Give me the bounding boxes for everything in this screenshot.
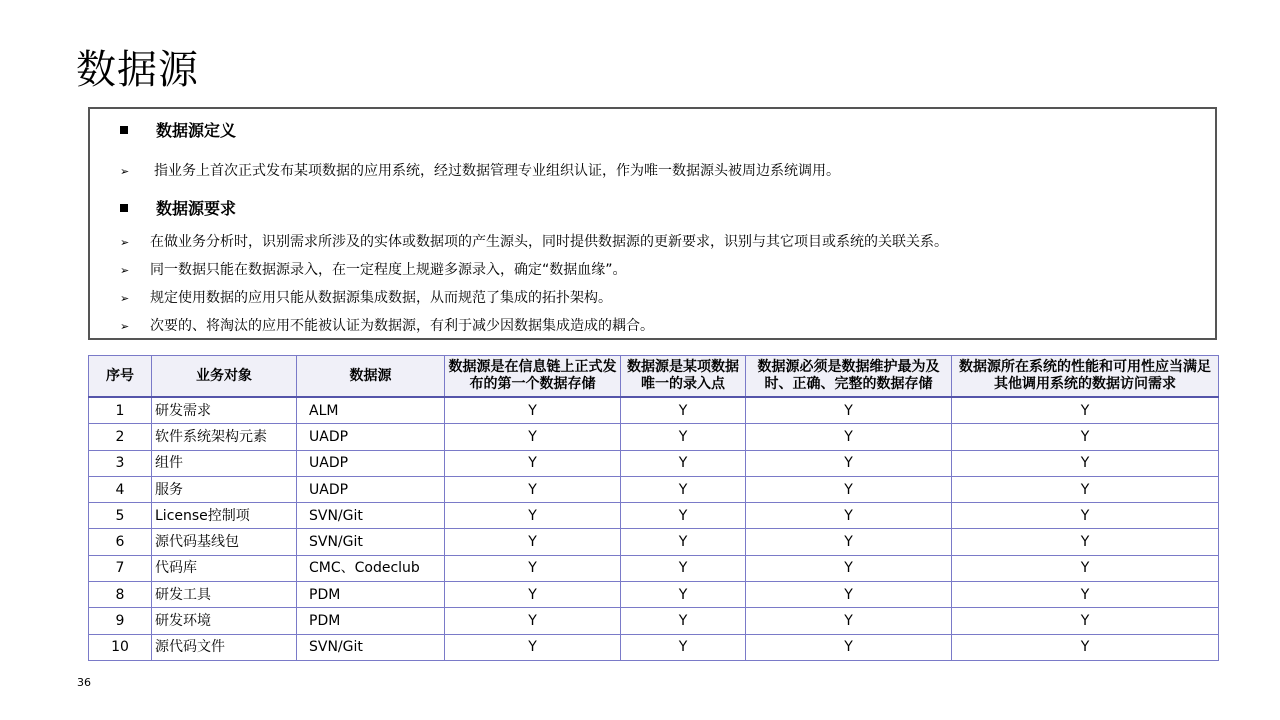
table-cell: Y bbox=[746, 450, 952, 476]
table-cell: 1 bbox=[89, 397, 152, 424]
table-row bbox=[89, 450, 1219, 476]
table-cell: 10 bbox=[89, 634, 152, 660]
table-cell: Y bbox=[746, 634, 952, 660]
table-row bbox=[89, 555, 1219, 581]
table-cell: SVN/Git bbox=[297, 503, 445, 529]
table-cell: Y bbox=[445, 397, 621, 424]
table-cell: 8 bbox=[89, 582, 152, 608]
table-cell: Y bbox=[746, 503, 952, 529]
table-cell: 研发需求 bbox=[152, 397, 297, 424]
table-cell: Y bbox=[621, 582, 746, 608]
table-cell: Y bbox=[952, 476, 1219, 502]
table-row bbox=[89, 503, 1219, 529]
table-cell: Y bbox=[621, 529, 746, 555]
table-cell: 源代码文件 bbox=[152, 634, 297, 660]
column-header: 序号 bbox=[89, 356, 152, 398]
table-cell: Y bbox=[621, 634, 746, 660]
table-cell: Y bbox=[445, 634, 621, 660]
table-header-row bbox=[89, 356, 1219, 398]
table-cell: Y bbox=[952, 529, 1219, 555]
table-cell: Y bbox=[445, 503, 621, 529]
definition-box bbox=[88, 107, 1217, 340]
definition-heading-text: 数据源定义 bbox=[156, 121, 237, 140]
definition-bullet bbox=[120, 161, 840, 181]
table-row bbox=[89, 397, 1219, 424]
table-cell: Y bbox=[952, 450, 1219, 476]
arrow-bullet-icon: ➢ bbox=[120, 165, 130, 178]
square-bullet-icon bbox=[120, 126, 128, 134]
table-cell: UADP bbox=[297, 424, 445, 450]
column-header: 数据源所在系统的性能和可用性应当满足其他调用系统的数据访问需求 bbox=[952, 356, 1219, 398]
requirement-item bbox=[120, 232, 948, 252]
table-cell: PDM bbox=[297, 608, 445, 634]
table-cell: Y bbox=[952, 582, 1219, 608]
table-cell: Y bbox=[445, 555, 621, 581]
table-cell: Y bbox=[952, 634, 1219, 660]
column-header: 数据源 bbox=[297, 356, 445, 398]
table-cell: License控制项 bbox=[152, 503, 297, 529]
requirement-item bbox=[120, 288, 612, 308]
table-cell: Y bbox=[746, 476, 952, 502]
table-cell: UADP bbox=[297, 450, 445, 476]
column-header: 业务对象 bbox=[152, 356, 297, 398]
arrow-bullet-icon: ➢ bbox=[120, 264, 130, 277]
table-cell: CMC、Codeclub bbox=[297, 555, 445, 581]
table-body bbox=[89, 397, 1219, 660]
table-cell: 7 bbox=[89, 555, 152, 581]
requirements-heading bbox=[120, 198, 236, 220]
table-cell: Y bbox=[445, 450, 621, 476]
table-cell: 4 bbox=[89, 476, 152, 502]
table-cell: Y bbox=[621, 450, 746, 476]
requirement-text: 规定使用数据的应用只能从数据源集成数据，从而规范了集成的拓扑架构。 bbox=[150, 290, 612, 306]
table-cell: 研发工具 bbox=[152, 582, 297, 608]
table-cell: Y bbox=[621, 503, 746, 529]
definition-text: 指业务上首次正式发布某项数据的应用系统，经过数据管理专业组织认证，作为唯一数据源头被周边系统调用。 bbox=[154, 163, 840, 179]
table-cell: SVN/Git bbox=[297, 634, 445, 660]
square-bullet-icon bbox=[120, 204, 128, 212]
table-cell: Y bbox=[445, 582, 621, 608]
table-cell: 服务 bbox=[152, 476, 297, 502]
table-cell: SVN/Git bbox=[297, 529, 445, 555]
table-cell: Y bbox=[621, 476, 746, 502]
table-cell: Y bbox=[621, 608, 746, 634]
table-cell: Y bbox=[621, 397, 746, 424]
table-cell: Y bbox=[746, 608, 952, 634]
requirement-text: 同一数据只能在数据源录入，在一定程度上规避多源录入，确定“数据血缘”。 bbox=[150, 262, 627, 278]
table-cell: 源代码基线包 bbox=[152, 529, 297, 555]
table-cell: Y bbox=[952, 555, 1219, 581]
requirement-item bbox=[120, 260, 627, 280]
requirement-item bbox=[120, 316, 654, 336]
table-row bbox=[89, 634, 1219, 660]
column-header: 数据源必须是数据维护最为及时、正确、完整的数据存储 bbox=[746, 356, 952, 398]
table-cell: 9 bbox=[89, 608, 152, 634]
table-cell: Y bbox=[746, 529, 952, 555]
table-cell: 5 bbox=[89, 503, 152, 529]
table-cell: Y bbox=[445, 529, 621, 555]
data-source-table bbox=[88, 355, 1219, 661]
requirements-heading-text: 数据源要求 bbox=[156, 199, 237, 218]
table-cell: Y bbox=[445, 608, 621, 634]
table-row bbox=[89, 424, 1219, 450]
table-cell: Y bbox=[445, 424, 621, 450]
table-cell: Y bbox=[952, 424, 1219, 450]
table-row bbox=[89, 608, 1219, 634]
table-row bbox=[89, 476, 1219, 502]
table-cell: Y bbox=[746, 582, 952, 608]
table-cell: Y bbox=[746, 555, 952, 581]
table-cell: Y bbox=[952, 503, 1219, 529]
table-cell: PDM bbox=[297, 582, 445, 608]
table-cell: 3 bbox=[89, 450, 152, 476]
requirement-text: 在做业务分析时，识别需求所涉及的实体或数据项的产生源头，同时提供数据源的更新要求，识别与其它项目或系统的关联关系。 bbox=[150, 234, 948, 250]
column-header: 数据源是在信息链上正式发布的第一个数据存储 bbox=[445, 356, 621, 398]
table-cell: 6 bbox=[89, 529, 152, 555]
page-number: 36 bbox=[77, 676, 91, 689]
table-cell: ALM bbox=[297, 397, 445, 424]
definition-heading bbox=[120, 120, 236, 142]
table-cell: 研发环境 bbox=[152, 608, 297, 634]
table-cell: UADP bbox=[297, 476, 445, 502]
requirement-text: 次要的、将淘汰的应用不能被认证为数据源，有利于减少因数据集成造成的耦合。 bbox=[150, 318, 654, 334]
table-cell: 软件系统架构元素 bbox=[152, 424, 297, 450]
arrow-bullet-icon: ➢ bbox=[120, 236, 130, 249]
table-row bbox=[89, 529, 1219, 555]
arrow-bullet-icon: ➢ bbox=[120, 320, 130, 333]
table-cell: Y bbox=[952, 397, 1219, 424]
table-cell: Y bbox=[746, 424, 952, 450]
arrow-bullet-icon: ➢ bbox=[120, 292, 130, 305]
table-cell: 2 bbox=[89, 424, 152, 450]
page-title: 数据源 bbox=[76, 47, 199, 93]
table-cell: Y bbox=[621, 555, 746, 581]
column-header: 数据源是某项数据唯一的录入点 bbox=[621, 356, 746, 398]
table-row bbox=[89, 582, 1219, 608]
table-cell: Y bbox=[952, 608, 1219, 634]
table-cell: Y bbox=[621, 424, 746, 450]
table-cell: Y bbox=[746, 397, 952, 424]
table-cell: 组件 bbox=[152, 450, 297, 476]
table-cell: 代码库 bbox=[152, 555, 297, 581]
table-cell: Y bbox=[445, 476, 621, 502]
